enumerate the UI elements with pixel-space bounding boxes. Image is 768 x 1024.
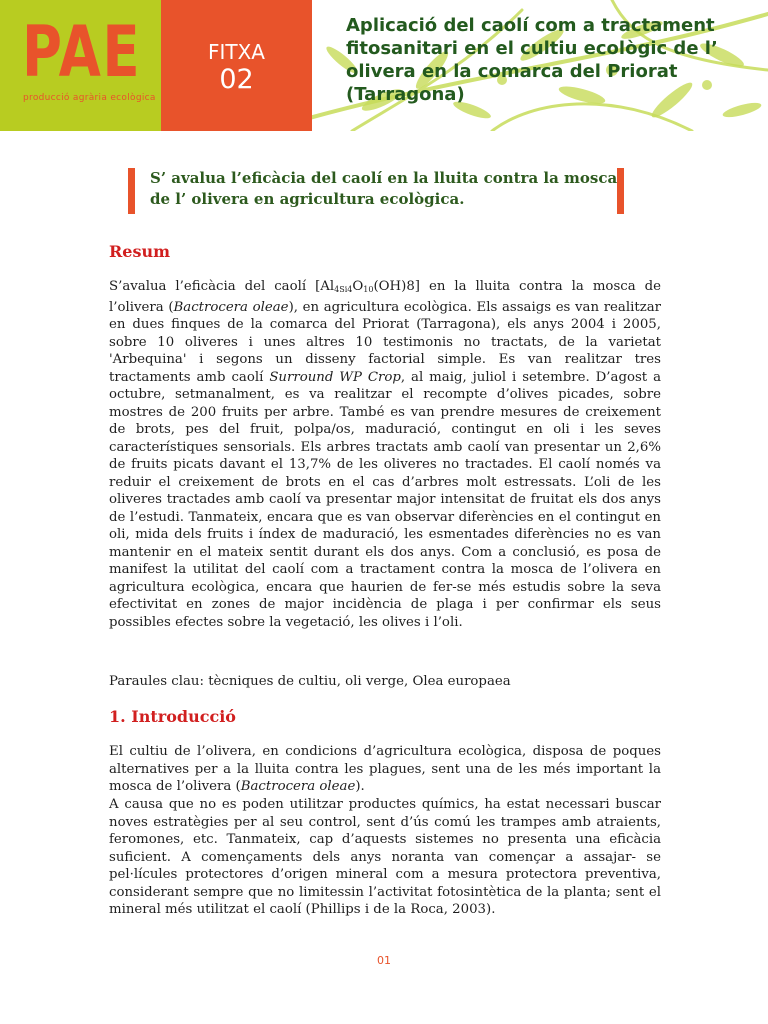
header-banner (0, 0, 768, 131)
summary-callout (128, 168, 624, 214)
intro-text-end: ). (355, 779, 365, 794)
callout-text: S’ avalua l’eficàcia del caolí en la lluita contra la mosca de l’ olivera en agricultura ecològica. (150, 169, 618, 208)
logo-subtitle: producció agrària ecològica (23, 93, 156, 103)
formula-oxygen: O (352, 279, 364, 294)
title-panel (312, 0, 768, 131)
resum-text-formula-end: (OH)8] en la lluita contra la mosca de l’olivera ( (109, 279, 661, 315)
species-name: Bactrocera oleae (240, 779, 356, 794)
formula-subscript: 10 (363, 285, 374, 294)
resum-text-end: , al maig, juliol i setembre. D’agost a octubre, setmanalment, es va realitzar el recompte d’olives picades, sobre mostres de 200 fruits per arbre. També es van prendre mesures de creixement de brots, pes del fruit, polpa/os, maduració, contingut en oli i les seves característiques sensorials. Els arbres tractats amb caolí van presentar un 2,6% de fruits picats davant el 13,7% de les oliveres no tractades. El caolí només va reduir el creixement de brots en el cas d’arbres molt estressats. L’oli de les oliveres tractades amb caolí va presentar major intensitat de fruitat els dos anys de l’estudi. Tanmateix, encara que es van observar diferències en el contingut en oli, mida dels fruits i índex de maduració, les esmentades diferències no es van mantenir en el mateix sentit durant els dos anys. Com a conclusió, es posa de manifest la utilitat del caolí com a tractament contra la mosca de l’olivera en agricultura ecològica, encara que haurien de fer-se més estudis sobre la seva efectivitat en zones de major incidència de plaga i per confirmar els seus possibles efectes sobre la vegetació, les olives i l’oli. (109, 369, 661, 630)
pae-logo (0, 0, 161, 131)
logo-wordmark: PAE (22, 11, 142, 93)
fitxa-label: FITXA (207, 40, 265, 64)
fitxa-badge (161, 0, 312, 131)
page-number: 01 (377, 954, 391, 967)
formula-subscript: Si4 (339, 285, 353, 294)
product-name: Surround WP Crop (269, 369, 401, 385)
intro-paragraph-1 (109, 743, 661, 796)
introduccio-heading: 1. Introducció (109, 707, 236, 726)
fitxa-number: 02 (219, 64, 254, 95)
resum-text-intro: S’avalua l’eficàcia del caolí [Al (109, 279, 335, 294)
formula-subscript: 4 (334, 285, 340, 294)
species-name: Bactrocera oleae (173, 299, 289, 315)
resum-heading: Resum (109, 242, 171, 261)
intro-text-start: El cultiu de l’olivera, en condicions d’agricultura ecològica, disposa de poques alternatives per a la lluita contra les plagues, sent una de les més important la mosca de l’olivera ( (109, 744, 661, 794)
keywords-line: Paraules clau: tècniques de cultiu, oli verge, Olea europaea (109, 674, 511, 689)
resum-text-middle: ), en agricultura ecològica. Els assaigs es van realitzar en dues finques de la comarca del Priorat (Tarragona), els anys 2004 i 2005, sobre 10 oliveres i unes altres 10 testimonis no tractats, de la varietat 'Arbequina' i segons un disseny factorial simple. Es van realitzar tres tractaments amb caolí (109, 299, 661, 385)
intro-paragraph-2: A causa que no es poden utilitzar productes químics, ha estat necessari buscar noves estratègies per al seu control, sent d’ús comú les trampes amb atraients, feromones, etc. Tanmateix, cap d’aquests sistemes no presenta una eficàcia suficient. A començaments dels anys noranta van començar a assajar- se pel·lícules protectores d’origen mineral com a mesura protectora preventiva, considerant sempre que no limitessin l’activitat fotosintètica de la planta; sent el mineral més utilitzat el caolí (Phillips i de la Roca, 2003). (109, 797, 661, 917)
resum-paragraph (109, 278, 661, 631)
document-title: Aplicació del caolí com a tractament fitosanitari en el cultiu ecològic de l’ olivera en la comarca del Priorat (Tarragona) (346, 15, 718, 105)
